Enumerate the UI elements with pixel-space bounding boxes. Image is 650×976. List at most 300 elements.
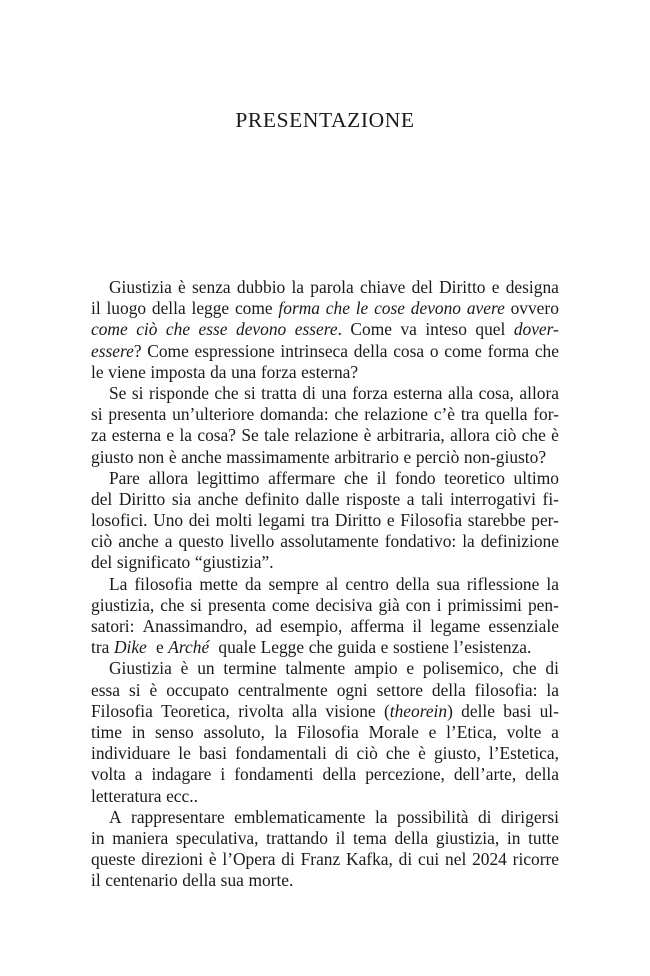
word: della [525,764,559,785]
word: assoluto, [203,721,265,742]
word: che [214,382,239,403]
word: centralmente [237,679,328,700]
word: Come [147,340,189,361]
word: e [166,425,175,446]
word: a [164,531,173,552]
word: Giustizia [109,658,172,679]
word: ciò [136,319,158,340]
word: (theorein) [383,700,453,721]
word: delle [461,700,495,721]
word: è [418,743,426,764]
word: affermare [268,467,336,488]
word: senso [155,721,194,742]
word: essere. [294,319,342,340]
word: legame [430,616,481,636]
word: che [334,404,359,425]
word: afferma [350,616,405,636]
word: talmente [285,658,346,679]
text-line [91,510,559,531]
word: relazione [294,425,359,446]
body-text [91,277,559,891]
word: cose [374,298,405,319]
word: Franz [300,849,341,870]
word: ul- [539,700,559,721]
word: il [335,827,346,848]
text-line [91,362,559,383]
word: del [411,277,433,297]
text-line [91,425,559,446]
word: time [91,721,122,742]
word: è [149,679,158,700]
text-line [91,680,559,701]
word: ampio [354,658,398,679]
text-line [91,489,559,510]
word: forma [487,340,530,361]
text-line [91,531,559,552]
word: for- [533,404,559,425]
text-line [91,595,559,616]
text-line [91,743,559,764]
word: trattando [266,827,328,848]
word: emblematicamente [234,806,366,827]
text-line [91,616,559,637]
word: di [281,849,295,870]
text-line [91,574,559,595]
word: si [128,679,141,700]
word: tra [91,637,110,658]
word: Teoretica, [161,700,230,721]
word: sempre [268,573,319,594]
word: come [234,298,273,319]
word: parola [310,277,354,297]
word: allora [519,382,559,403]
word: livello [229,531,275,552]
word: è [208,849,217,870]
word: ciò [91,531,113,552]
text-line [91,468,559,489]
word: la [546,573,559,594]
word: e [380,637,389,658]
word: il [91,298,101,319]
word: sua [220,870,244,891]
word: Morale [368,721,419,742]
word: percezione, [365,764,445,785]
word: non [138,446,165,467]
word: decisiva [315,594,373,615]
word: volta [91,764,126,785]
word: imposta [150,361,206,382]
word: fondamentali [235,743,327,764]
word: pen- [527,594,559,615]
word: quale [218,637,257,658]
word: speculativa, [175,827,259,848]
word: Dike [113,637,147,658]
word: a [134,764,143,785]
word: al [325,573,339,594]
word: il [412,616,422,636]
word: l’Opera [222,849,276,870]
word: legge [191,298,230,319]
word: rivolta [238,700,284,721]
word: La [109,573,128,594]
word: primissimi [447,594,522,615]
text-line [91,383,559,404]
word: rappresentare [131,806,225,827]
word: Filosofia [400,510,463,531]
word: molti [215,510,253,531]
word: massimamente [226,446,330,467]
word: risposte [346,488,401,509]
word: che [343,467,369,488]
word: luogo [106,298,147,319]
word: o [429,340,439,361]
word: Diritto [118,488,166,509]
word: sia [171,488,192,509]
word: della [353,340,388,361]
word: Pare [109,467,140,488]
word: legami [257,510,306,531]
word: un [197,658,215,679]
word: indagare [151,764,212,785]
word: essenziale [488,616,559,636]
word: Anassimandro, [142,616,248,636]
text-line [91,404,559,425]
text-line [91,319,559,340]
word: starebbe [467,510,526,531]
word: tali [421,488,444,509]
text-line [91,277,559,298]
word: di [477,806,492,827]
word: cosa? [197,425,236,446]
word: forma [278,298,320,319]
word: forza [260,361,297,382]
word: è [363,425,372,446]
word: esse [198,319,228,340]
word: ciò [495,425,517,446]
word: la [546,679,559,700]
word: espressione [194,340,275,361]
word: letteratura [91,785,162,806]
word: il [376,467,387,488]
word: anche [181,446,222,467]
text-line [91,552,559,573]
word: Diritto [334,510,382,531]
word: che [160,594,185,615]
word: filosofia [134,573,193,594]
word: Filosofia [296,721,359,742]
word: di [302,382,316,403]
word: dover- [513,319,559,340]
word: come [444,340,482,361]
text-line [91,298,559,319]
word: essere? [91,340,142,361]
word: arbitraria, [376,425,445,446]
word: Legge [260,637,305,658]
word: guida [337,637,377,658]
word: ricorre [512,849,559,870]
word: 2024 [472,849,507,870]
word: e [386,510,395,531]
word: losofici. [91,510,148,531]
word: è [551,425,559,446]
word: le [91,361,104,382]
word: anche [118,531,159,552]
word: designa [505,277,559,297]
word: già [378,594,400,615]
word: Kafka, [346,849,393,870]
word: possibilità [397,806,469,827]
word: la [274,721,288,742]
word: che [534,340,559,361]
word: che [325,298,350,319]
word: avere [466,298,505,319]
word: che [165,319,191,340]
word: una [321,382,347,403]
word: “giustizia”. [194,552,274,573]
word: c’è [433,404,456,425]
word: di [398,849,413,870]
word: della [182,870,217,891]
word: questo [178,531,224,552]
word: con [405,594,431,615]
word: esterna [111,425,162,446]
text-line [91,722,559,743]
word: significato [116,552,191,573]
word: ciò [356,743,378,764]
word: centro [345,573,389,594]
word: centenario [105,870,178,891]
word: si [131,382,144,403]
word: dirigersi [500,806,559,827]
word: Filosofia [91,700,153,721]
word: giustizia, [91,594,155,615]
word: allora [450,425,490,446]
word: dell’arte, [453,764,517,785]
word: e [491,277,500,297]
word: inteso [425,319,467,340]
word: riflessione [466,573,540,594]
word: e [155,637,164,658]
word: tale [264,425,290,446]
word: in [91,827,105,848]
word: va [400,319,417,340]
word: dei [188,510,210,531]
word: allora [148,467,189,488]
text-line [91,658,559,679]
word: tra [310,510,330,531]
word: è [180,658,189,679]
word: in [506,827,521,848]
word: di [334,743,349,764]
word: presenta [207,594,266,615]
word: morte. [248,870,294,891]
word: maniera [112,827,169,848]
word: e [428,721,437,742]
word: alla [291,700,318,721]
word: che [308,637,333,658]
word: interrogativi [449,488,536,509]
word: la [462,531,475,552]
word: si [244,382,256,403]
word: senza [192,277,231,297]
word: tra [460,404,480,425]
text-line [91,764,559,785]
word: filosofia: [474,679,538,700]
word: giustizia, [435,827,500,848]
word: e [406,658,415,679]
word: domanda: [260,404,329,425]
word: l’Estetica, [488,743,559,764]
text-line [91,807,559,828]
word: cosa [393,340,425,361]
page-title: PRESENTAZIONE [235,108,415,132]
text-line [91,870,559,891]
word: esterna? [301,361,359,382]
word: quel [475,319,506,340]
word: della [322,764,357,785]
text-line [91,786,559,807]
word: della [394,827,429,848]
word: fondativo: [384,531,457,552]
word: visione [325,700,376,721]
word: mette [199,573,239,594]
word: settore [376,679,423,700]
word: in [131,721,146,742]
word: perciò [415,446,460,467]
word: a [406,488,415,509]
word: relazione [364,404,429,425]
word: che [512,658,537,679]
word: il [91,870,101,891]
word: ad [255,616,272,636]
word: chiave [359,277,406,297]
word: si [190,594,202,615]
word: i [220,764,226,785]
word: tema [352,827,387,848]
word: risponde [149,382,209,403]
word: ogni [336,679,368,700]
word: satori: [91,616,135,636]
word: fondo [394,467,436,488]
word: dalle [305,488,340,509]
word: forza [352,382,388,403]
word: cui [417,849,440,870]
word: i [436,594,442,615]
word: la [179,425,193,446]
word: da [210,361,227,382]
word: legittimo [196,467,260,488]
word: si [91,404,103,425]
word: devono [236,319,287,340]
word: sua [436,573,460,594]
word: viene [108,361,146,382]
word: A [109,806,122,827]
word: è [178,277,186,297]
text-line [91,701,559,722]
word: di [545,658,559,679]
word: nel [445,849,467,870]
word: basi [503,700,532,721]
word: devono [410,298,462,319]
word: Giustizia [109,277,172,297]
word: le [355,298,369,319]
word: come [271,594,310,615]
word: giusto [91,446,134,467]
word: come [91,319,128,340]
word: anche [197,488,239,509]
word: esempio, [280,616,343,636]
word: ecc.. [166,785,198,806]
word: e [403,446,412,467]
word: ovvero [510,298,559,319]
word: una [231,361,257,382]
word: arbitrario [334,446,399,467]
word: del [91,552,113,573]
text-line [91,637,559,658]
word: termine [223,658,277,679]
word: fi- [542,488,559,509]
word: Come [350,319,392,340]
word: ultimo [513,467,559,488]
word: dubbio [236,277,286,297]
word: giusto, [433,743,481,764]
word: tutte [528,827,559,848]
word: del [91,488,113,509]
word: è [168,446,177,467]
text-line [91,849,559,870]
word: cosa, [478,382,514,403]
word: l’Etica, [446,721,497,742]
word: la [374,806,388,827]
word: essa [91,679,120,700]
word: Se [241,425,259,446]
word: fondamenti [234,764,314,785]
word: tratta [261,382,297,403]
word: Diritto [439,277,486,297]
word: esterna [393,382,443,403]
text-line [91,828,559,849]
word: definizione [480,531,559,552]
word: teoretico [444,467,505,488]
word: individuare [91,743,171,764]
word: queste [91,849,136,870]
word: alla [448,382,474,403]
word: Arché [168,637,210,658]
word: basi [198,743,227,764]
word: intrinseca [280,340,348,361]
word: quella [484,404,528,425]
word: un’ulteriore [172,404,255,425]
word: della [395,573,430,594]
word: direzioni [141,849,204,870]
word: Uno [153,510,184,531]
word: assolutamente [280,531,379,552]
word: sostiene [392,637,450,658]
word: volte [506,721,542,742]
word: le [178,743,191,764]
word: non-giusto? [463,446,547,467]
word: a [551,721,559,742]
text-line [91,341,559,362]
word: polisemico, [422,658,504,679]
word: che [385,743,411,764]
word: Se [109,382,127,403]
word: da [245,573,262,594]
word: definito [244,488,300,509]
word: l’esistenza. [453,637,532,658]
text-line [91,447,559,468]
word: la [291,277,305,297]
